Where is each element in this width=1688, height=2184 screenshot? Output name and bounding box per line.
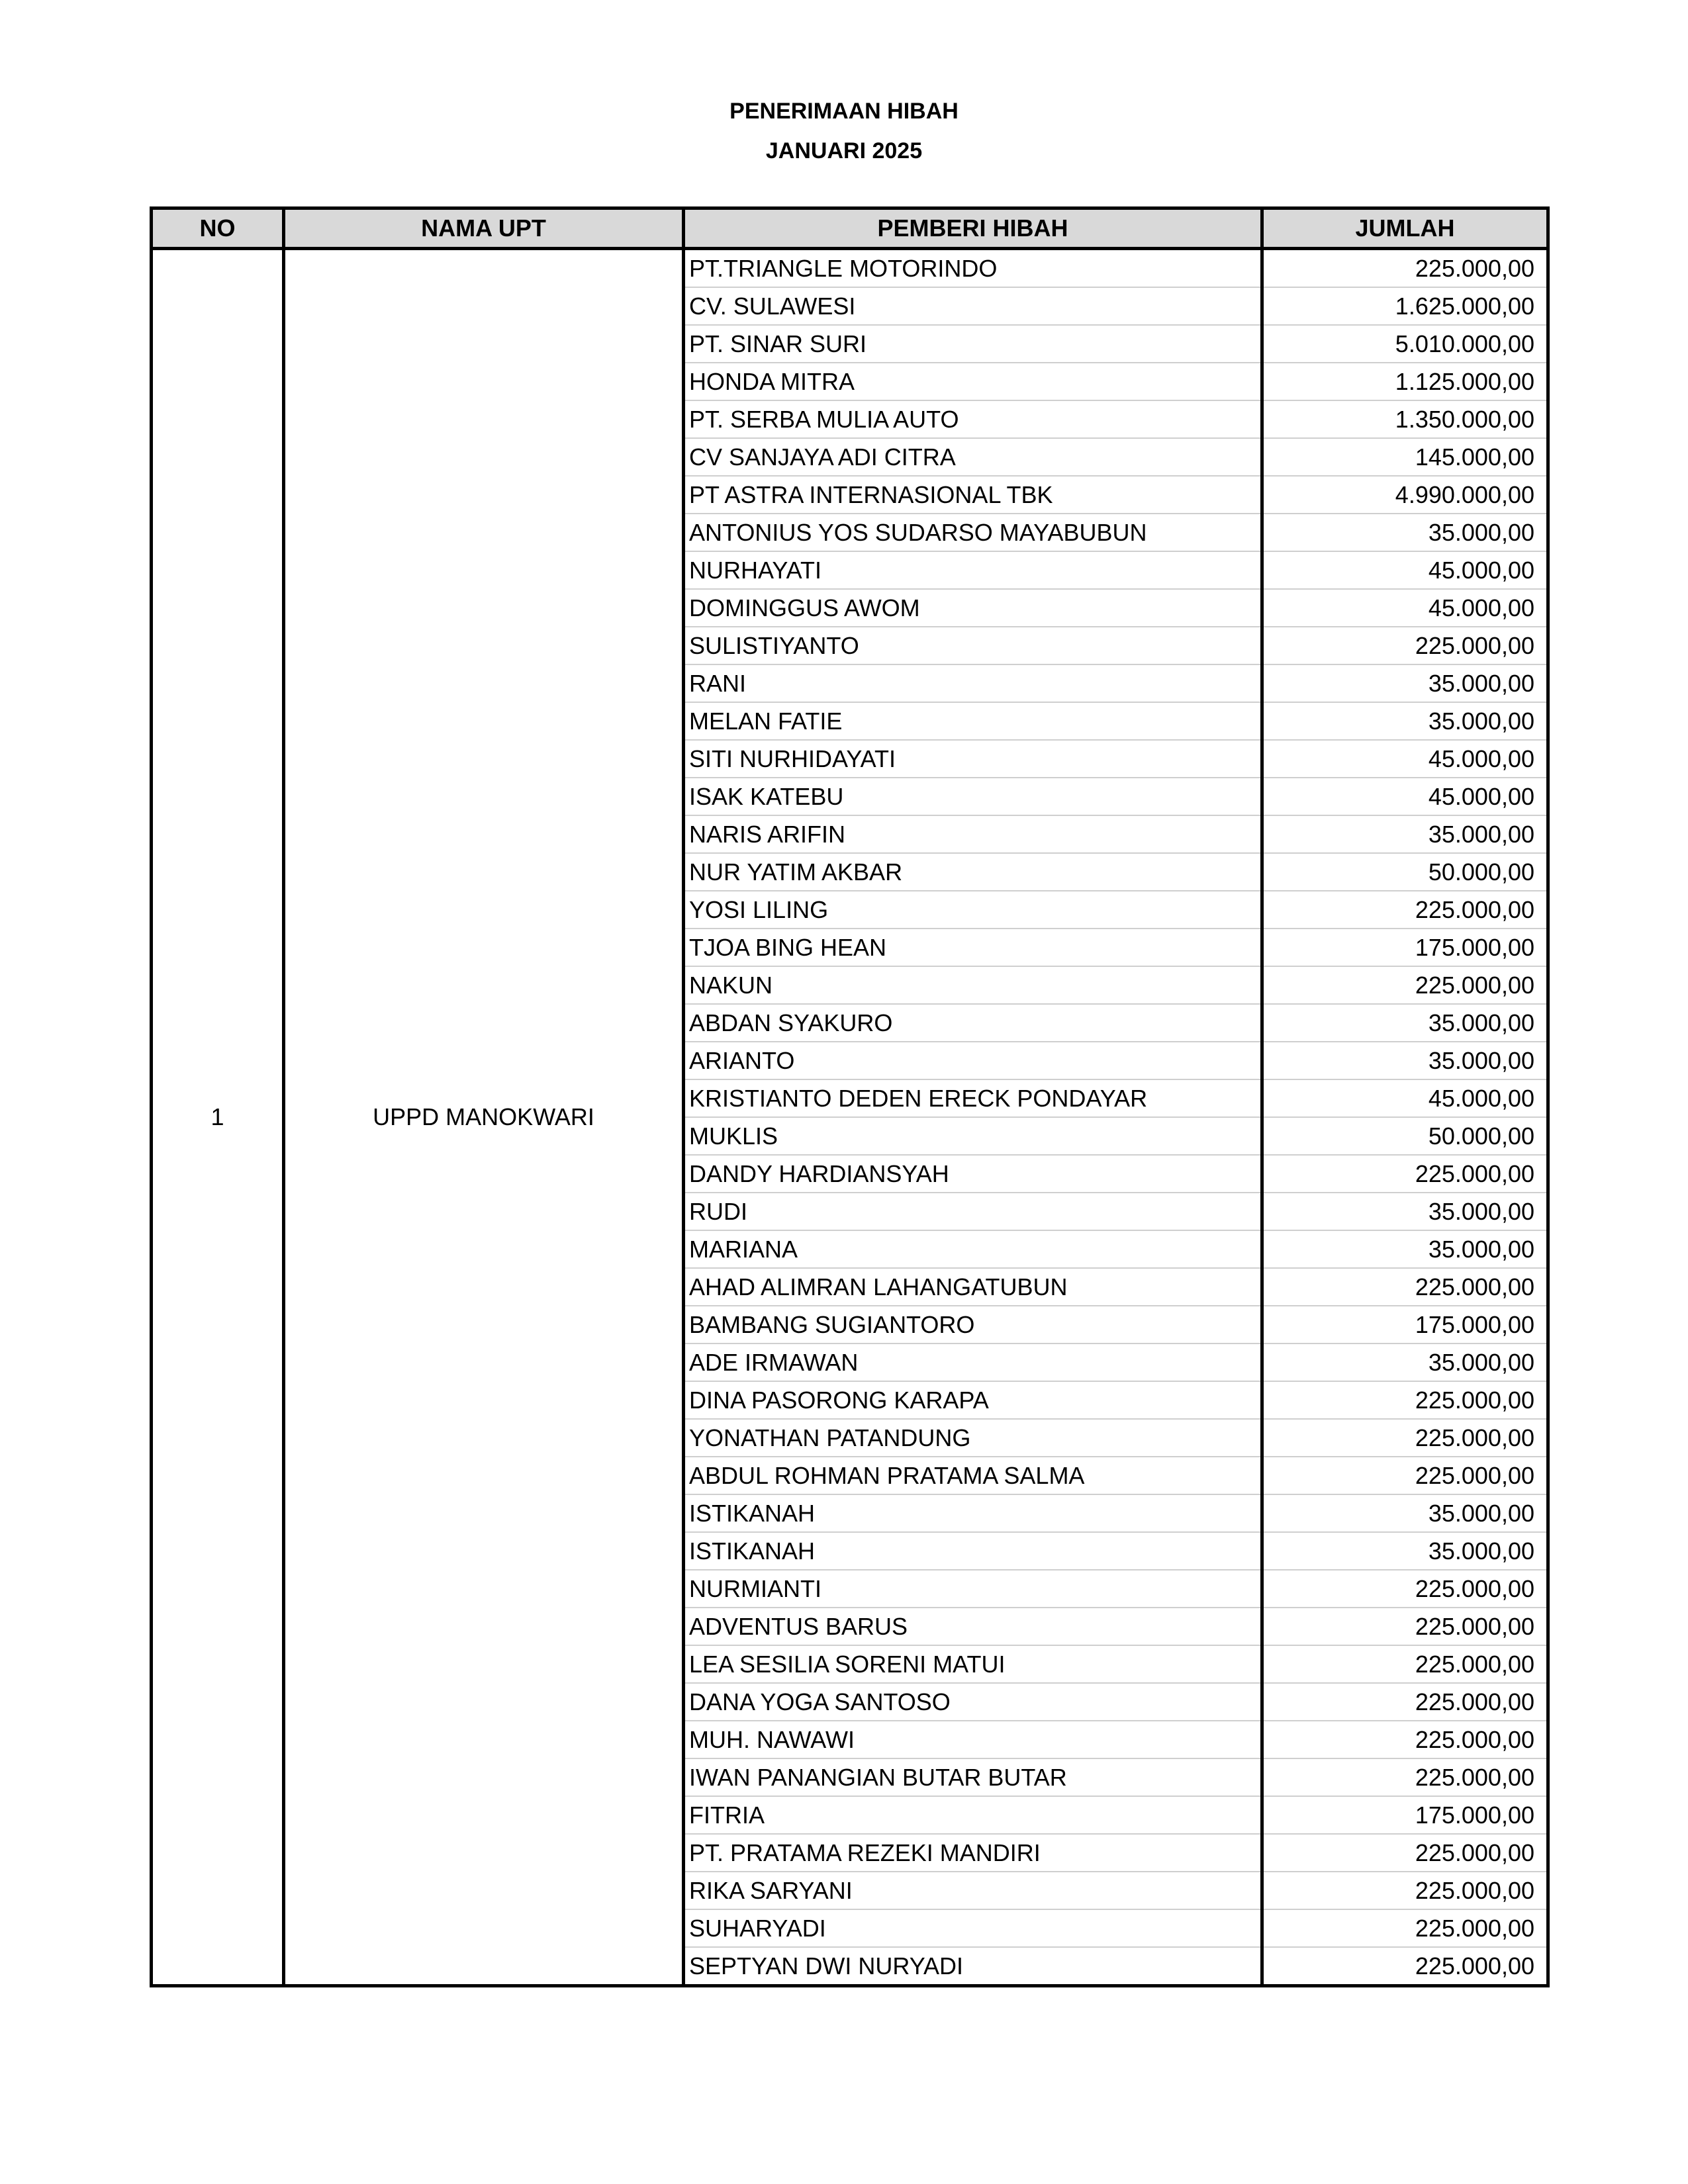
grant-amount-cell: 225.000,00 <box>1262 249 1548 288</box>
header-row <box>152 208 1548 249</box>
grant-amount-cell: 45.000,00 <box>1262 589 1548 627</box>
grant-giver-cell: ADVENTUS BARUS <box>684 1608 1262 1645</box>
grant-giver-cell: SEPTYAN DWI NURYADI <box>684 1947 1262 1986</box>
document-header <box>0 91 1688 171</box>
grant-amount-cell: 35.000,00 <box>1262 1230 1548 1268</box>
grant-giver-cell: PT. SERBA MULIA AUTO <box>684 400 1262 438</box>
grant-amount-cell: 225.000,00 <box>1262 1834 1548 1872</box>
grant-amount-cell: 35.000,00 <box>1262 1042 1548 1079</box>
grant-giver-cell: YONATHAN PATANDUNG <box>684 1419 1262 1457</box>
grant-giver-cell: CV. SULAWESI <box>684 287 1262 325</box>
column-header-giver: PEMBERI HIBAH <box>684 208 1262 249</box>
grant-amount-cell: 45.000,00 <box>1262 740 1548 778</box>
grant-amount-cell: 225.000,00 <box>1262 1268 1548 1306</box>
grant-giver-cell: PT. SINAR SURI <box>684 325 1262 363</box>
grant-amount-cell: 4.990.000,00 <box>1262 476 1548 514</box>
grant-giver-cell: RUDI <box>684 1193 1262 1230</box>
grant-giver-cell: FITRIA <box>684 1796 1262 1834</box>
grant-giver-cell: RANI <box>684 664 1262 702</box>
grant-giver-cell: MUH. NAWAWI <box>684 1721 1262 1758</box>
grant-giver-cell: KRISTIANTO DEDEN ERECK PONDAYAR <box>684 1079 1262 1117</box>
grant-amount-cell: 50.000,00 <box>1262 1117 1548 1155</box>
grant-amount-cell: 1.625.000,00 <box>1262 287 1548 325</box>
grant-amount-cell: 45.000,00 <box>1262 778 1548 815</box>
grant-amount-cell: 35.000,00 <box>1262 1193 1548 1230</box>
column-header-upt: NAMA UPT <box>284 208 684 249</box>
upt-name-cell: UPPD MANOKWARI <box>284 249 684 1986</box>
grant-amount-cell: 225.000,00 <box>1262 1721 1548 1758</box>
grant-table <box>150 206 1550 1987</box>
grant-amount-cell: 225.000,00 <box>1262 1155 1548 1193</box>
grant-amount-cell: 225.000,00 <box>1262 1608 1548 1645</box>
grant-amount-cell: 225.000,00 <box>1262 1683 1548 1721</box>
grant-amount-cell: 145.000,00 <box>1262 438 1548 476</box>
grant-amount-cell: 225.000,00 <box>1262 1381 1548 1419</box>
grant-giver-cell: ISTIKANAH <box>684 1532 1262 1570</box>
grant-giver-cell: LEA SESILIA SORENI MATUI <box>684 1645 1262 1683</box>
grant-giver-cell: PT ASTRA INTERNASIONAL TBK <box>684 476 1262 514</box>
grant-giver-cell: SITI NURHIDAYATI <box>684 740 1262 778</box>
column-header-amount: JUMLAH <box>1262 208 1548 249</box>
grant-amount-cell: 35.000,00 <box>1262 702 1548 740</box>
grant-giver-cell: ANTONIUS YOS SUDARSO MAYABUBUN <box>684 514 1262 551</box>
grant-giver-cell: YOSI LILING <box>684 891 1262 929</box>
grant-giver-cell: ISTIKANAH <box>684 1494 1262 1532</box>
grant-giver-cell: PT. PRATAMA REZEKI MANDIRI <box>684 1834 1262 1872</box>
row-number-cell: 1 <box>152 249 284 1986</box>
grant-amount-cell: 35.000,00 <box>1262 1004 1548 1042</box>
grant-amount-cell: 225.000,00 <box>1262 1645 1548 1683</box>
grant-giver-cell: HONDA MITRA <box>684 363 1262 400</box>
grant-giver-cell: NURHAYATI <box>684 551 1262 589</box>
grant-amount-cell: 35.000,00 <box>1262 514 1548 551</box>
grant-amount-cell: 225.000,00 <box>1262 1758 1548 1796</box>
grant-giver-cell: ABDUL ROHMAN PRATAMA SALMA <box>684 1457 1262 1494</box>
grant-amount-cell: 35.000,00 <box>1262 1494 1548 1532</box>
grant-amount-cell: 45.000,00 <box>1262 551 1548 589</box>
table-body <box>152 249 1548 1986</box>
grant-amount-cell: 35.000,00 <box>1262 1343 1548 1381</box>
grant-amount-cell: 175.000,00 <box>1262 1796 1548 1834</box>
grant-amount-cell: 175.000,00 <box>1262 1306 1548 1343</box>
table-row <box>152 249 1548 288</box>
grant-amount-cell: 35.000,00 <box>1262 1532 1548 1570</box>
grant-giver-cell: DANDY HARDIANSYAH <box>684 1155 1262 1193</box>
grant-giver-cell: ISAK KATEBU <box>684 778 1262 815</box>
grant-amount-cell: 175.000,00 <box>1262 929 1548 966</box>
grant-amount-cell: 35.000,00 <box>1262 664 1548 702</box>
grant-giver-cell: DOMINGGUS AWOM <box>684 589 1262 627</box>
grant-amount-cell: 225.000,00 <box>1262 627 1548 664</box>
grant-amount-cell: 50.000,00 <box>1262 853 1548 891</box>
grant-amount-cell: 225.000,00 <box>1262 1419 1548 1457</box>
grant-giver-cell: NARIS ARIFIN <box>684 815 1262 853</box>
grant-amount-cell: 45.000,00 <box>1262 1079 1548 1117</box>
grant-amount-cell: 1.350.000,00 <box>1262 400 1548 438</box>
grant-amount-cell: 225.000,00 <box>1262 891 1548 929</box>
document-title: PENERIMAAN HIBAH <box>729 99 959 124</box>
column-header-no: NO <box>152 208 284 249</box>
grant-giver-cell: SULISTIYANTO <box>684 627 1262 664</box>
grant-giver-cell: PT.TRIANGLE MOTORINDO <box>684 249 1262 288</box>
grant-amount-cell: 225.000,00 <box>1262 1909 1548 1947</box>
grant-giver-cell: NURMIANTI <box>684 1570 1262 1608</box>
grant-giver-cell: MELAN FATIE <box>684 702 1262 740</box>
grant-giver-cell: MARIANA <box>684 1230 1262 1268</box>
grant-amount-cell: 225.000,00 <box>1262 1947 1548 1986</box>
grant-giver-cell: CV SANJAYA ADI CITRA <box>684 438 1262 476</box>
grant-giver-cell: ARIANTO <box>684 1042 1262 1079</box>
grant-giver-cell: TJOA BING HEAN <box>684 929 1262 966</box>
grant-amount-cell: 225.000,00 <box>1262 1872 1548 1909</box>
grant-giver-cell: DINA PASORONG KARAPA <box>684 1381 1262 1419</box>
grant-giver-cell: ADE IRMAWAN <box>684 1343 1262 1381</box>
grant-giver-cell: AHAD ALIMRAN LAHANGATUBUN <box>684 1268 1262 1306</box>
grant-amount-cell: 1.125.000,00 <box>1262 363 1548 400</box>
grant-giver-cell: NAKUN <box>684 966 1262 1004</box>
grant-giver-cell: DANA YOGA SANTOSO <box>684 1683 1262 1721</box>
grant-giver-cell: RIKA SARYANI <box>684 1872 1262 1909</box>
grant-amount-cell: 35.000,00 <box>1262 815 1548 853</box>
grant-amount-cell: 225.000,00 <box>1262 966 1548 1004</box>
grant-giver-cell: IWAN PANANGIAN BUTAR BUTAR <box>684 1758 1262 1796</box>
grant-amount-cell: 225.000,00 <box>1262 1570 1548 1608</box>
document-period: JANUARI 2025 <box>765 138 923 163</box>
grant-giver-cell: BAMBANG SUGIANTORO <box>684 1306 1262 1343</box>
grant-amount-cell: 5.010.000,00 <box>1262 325 1548 363</box>
grant-giver-cell: ABDAN SYAKURO <box>684 1004 1262 1042</box>
grant-giver-cell: MUKLIS <box>684 1117 1262 1155</box>
grant-giver-cell: SUHARYADI <box>684 1909 1262 1947</box>
grant-giver-cell: NUR YATIM AKBAR <box>684 853 1262 891</box>
grant-amount-cell: 225.000,00 <box>1262 1457 1548 1494</box>
table-header <box>152 208 1548 249</box>
